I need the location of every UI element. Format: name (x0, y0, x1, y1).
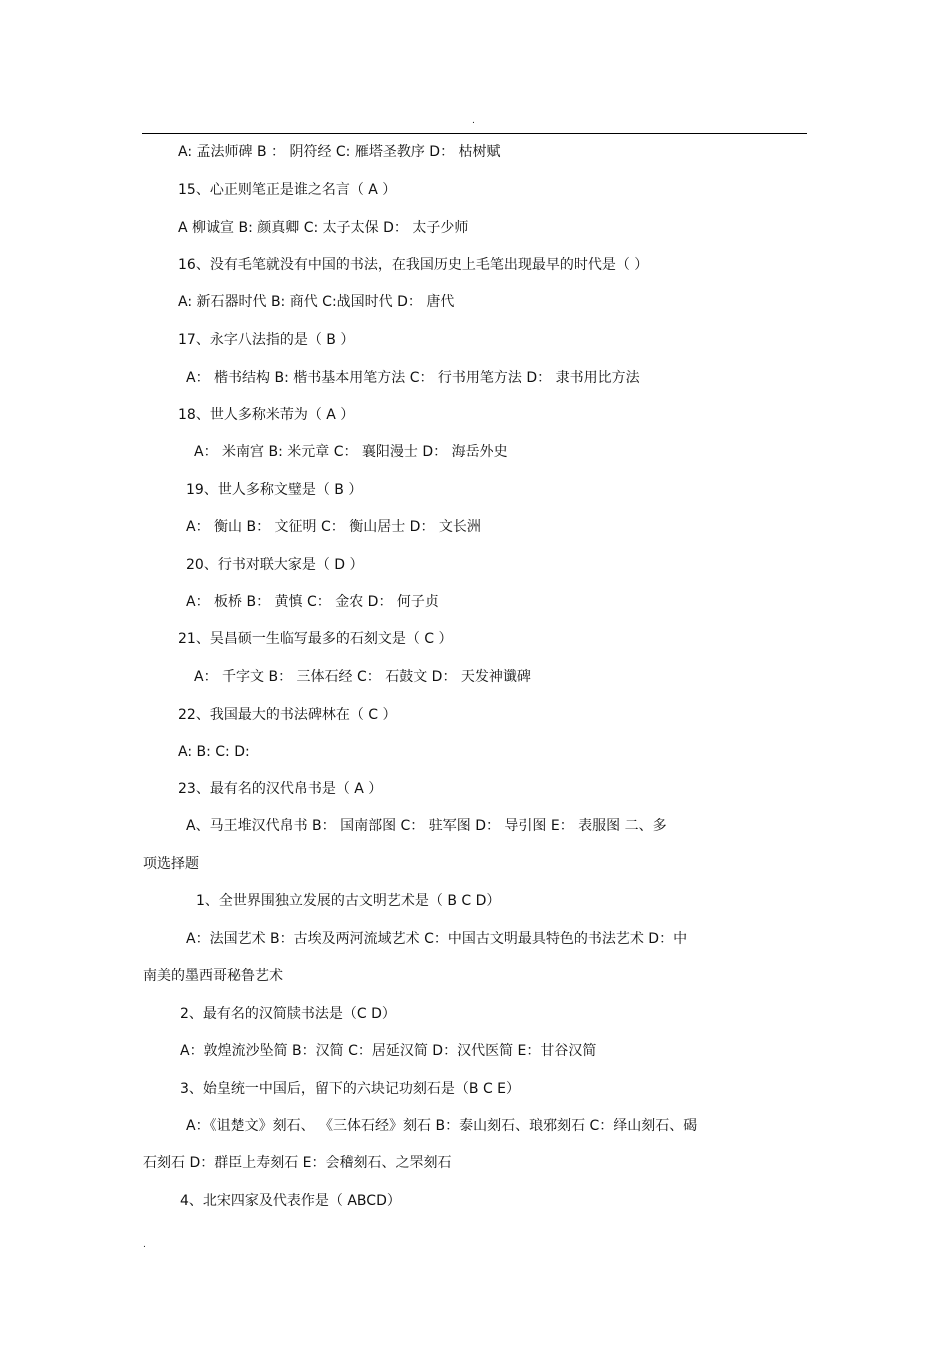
text-line: A: 孟法师碑 B ： 阴符经 C: 雁塔圣教序 D： 枯树赋 (178, 144, 501, 160)
question-19: 19、世人多称文璧是（ B ） (186, 482, 363, 498)
header-mark: . (472, 116, 475, 126)
text-line: A: 新石器时代 B: 商代 C:战国时代 D： 唐代 (178, 294, 455, 310)
text-line: A： 衡山 B： 文征明 C： 衡山居士 D： 文长洲 (186, 519, 481, 535)
text-line: A、马王堆汉代帛书 B： 国南部图 C： 驻军图 D： 导引图 E： 表服图 二、多 (186, 818, 667, 834)
question-21: 21、吴昌硕一生临写最多的石刻文是（ C ） (178, 631, 453, 647)
text-line: A： 楷书结构 B: 楷书基本用笔方法 C： 行书用笔方法 D： 隶书用比方法 (186, 370, 640, 386)
text-line: A：法国艺术 B：古埃及两河流域艺术 C：中国古文明最具特色的书法艺术 D：中 (186, 931, 688, 947)
text-line: A：《诅楚文》刻石、 《三体石经》刻石 B：泰山刻石、琅邪刻石 C：绎山刻石、碣 (186, 1118, 698, 1134)
text-line: 项选择题 (143, 856, 199, 872)
question-22: 22、我国最大的书法碑林在（ C ） (178, 707, 397, 723)
text-line: A 柳诚宣 B: 颜真卿 C: 太子太保 D： 太子少师 (178, 220, 469, 236)
question-17: 17、永字八法指的是（ B ） (178, 332, 355, 348)
text-line: 石刻石 D：群臣上寿刻石 E：会稽刻石、之罘刻石 (143, 1155, 452, 1171)
text-line: A：敦煌流沙坠简 B：汉简 C：居延汉简 D：汉代医简 E：甘谷汉简 (180, 1043, 597, 1059)
multi-question-3: 3、始皇统一中国后，留下的六块记功刻石是（B C E） (180, 1081, 521, 1097)
footer-mark: . (143, 1240, 146, 1250)
question-16: 16、没有毛笔就没有中国的书法，在我国历史上毛笔出现最早的时代是（ ） (178, 257, 649, 273)
text-line: A： 板桥 B： 黄慎 C： 金农 D： 何子贞 (186, 594, 439, 610)
text-line: A: B: C: D: (178, 744, 250, 760)
multi-question-2: 2、最有名的汉简牍书法是（C D） (180, 1006, 396, 1022)
header-rule (142, 133, 807, 134)
multi-question-4: 4、北宋四家及代表作是（ ABCD） (180, 1193, 401, 1209)
text-line: 南美的墨西哥秘鲁艺术 (143, 968, 283, 984)
question-18: 18、世人多称米芾为（ A ） (178, 407, 355, 423)
question-15: 15、心正则笔正是谁之名言（ A ） (178, 182, 397, 198)
multi-question-1: 1、全世界围独立发展的古文明艺术是（ B C D） (196, 893, 501, 909)
text-line: A： 米南宫 B: 米元章 C： 襄阳漫士 D： 海岳外史 (194, 444, 508, 460)
question-20: 20、行书对联大家是（ D ） (186, 557, 364, 573)
text-line: A： 千字文 B： 三体石经 C： 石鼓文 D： 天发神谶碑 (194, 669, 531, 685)
question-23: 23、最有名的汉代帛书是（ A ） (178, 781, 383, 797)
